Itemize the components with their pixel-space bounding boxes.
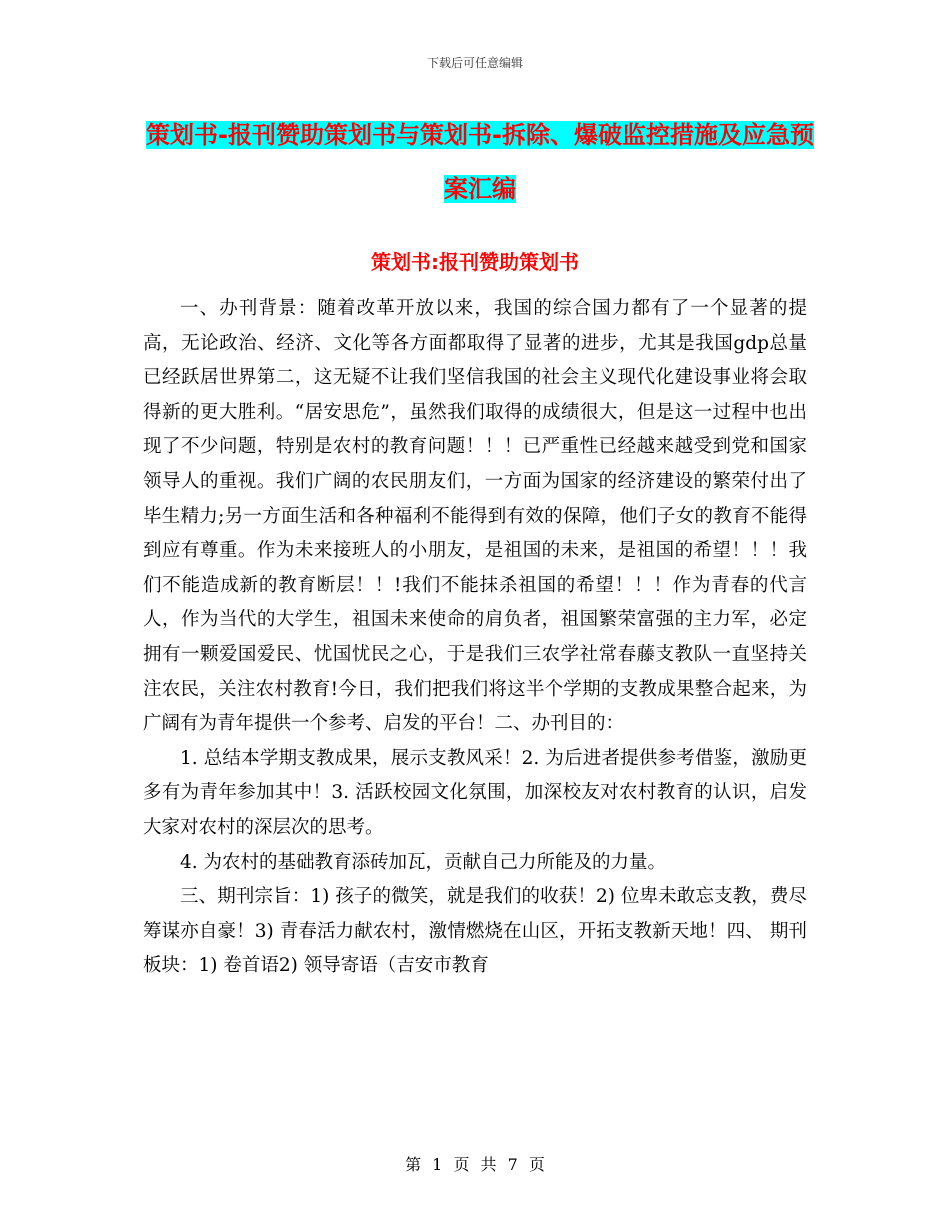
section-title: 策划书:报刊赞助策划书 xyxy=(371,250,579,274)
document-body xyxy=(143,292,807,984)
body-paragraph: 三、期刊宗旨：1) 孩子的微笑，就是我们的收获！2) 位卑未敢忘支教，费尽筹谋亦自豪！3) 青春活力献农村，激情燃烧在山区，开拓支教新天地！四、 期刊板块：1) 卷首语2) 领导寄语（吉安市教育 xyxy=(143,886,807,977)
document-title-text: 策划书-报刊赞助策划书与策划书-拆除、爆破监控措施及应急预案汇编 xyxy=(146,121,814,203)
document-title xyxy=(140,108,820,216)
body-paragraph: 1. 总结本学期支教成果，展示支教风采！2. 为后进者提供参考借鉴，激励更多有为青年参加其中！3. 活跃校园文化氛围，加深校友对农村教育的认识，启发大家对农村的深层次的思考。 xyxy=(143,747,807,838)
body-paragraph: 4. 为农村的基础教育添砖加瓦，贡献自己力所能及的力量。 xyxy=(180,851,667,873)
body-paragraph: 一、办刊背景：随着改革开放以来，我国的综合国力都有了一个显著的提高，无论政治、经济、文化等各方面都取得了显著的进步，尤其是我国gdp总量已经跃居世界第二，这无疑不让我们坚信我国的社会主义现代化建设事业将会取得新的更大胜利。“居安思危”，虽然我们取得的成绩很大，但是这一过程中也出现了不少问题，特别是农村的教育问题！！！已严重性已经越来越受到党和国家领导人的重视。我们广阔的农民朋友们，一方面为国家的经济建设的繁荣付出了毕生精力;另一方面生活和各种福利不能得到有效的保障，他们子女的教育不能得到应有尊重。作为未来接班人的小朋友，是祖国的未来，是祖国的希望！！！我们不能造成新的教育断层！！!我们不能抹杀祖国的希望！！！作为青春的代言人，作为当代的大学生，祖国未来使命的肩负者，祖国繁荣富强的主力军，必定拥有一颗爱国爱民、忧国忧民之心，于是我们三农学社常春藤支教队一直坚持关注农民，关注农村教育!今日，我们把我们将这半个学期的支教成果整合起来，为广阔有为青年提供一个参考、启发的平台！二、办刊目的： xyxy=(143,298,807,735)
header-note: 下载后可任意编辑 xyxy=(426,56,523,70)
page-footer: 第 1 页 共 7 页 xyxy=(405,1155,545,1174)
